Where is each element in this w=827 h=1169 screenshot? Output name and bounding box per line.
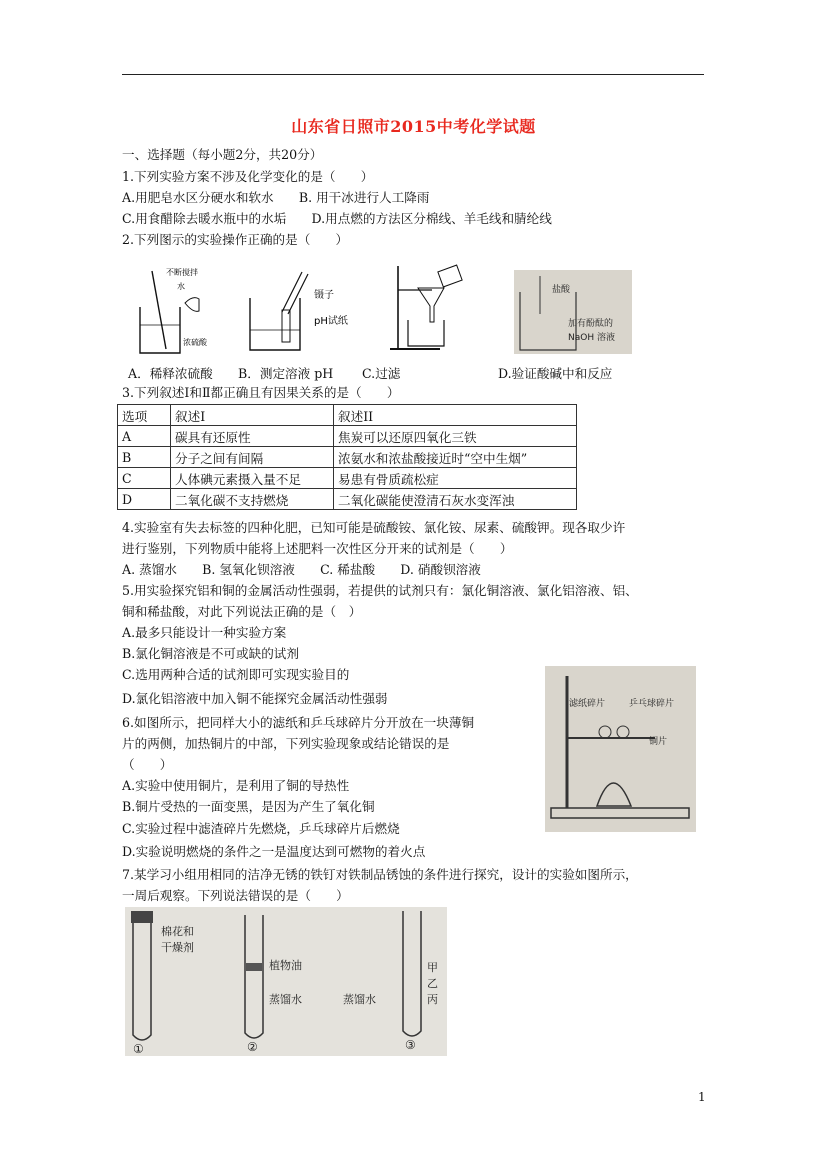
q5-option-c: C.选用两种合适的试剂即可实现实验目的 [122, 667, 350, 682]
fig-6-label-filter: 滤纸碎片 [569, 699, 606, 709]
fig-a-label-stir: 不断搅拌 [166, 268, 198, 277]
table-cell: 分子之间有间隔 [171, 447, 334, 468]
fig-7-label-yi: 乙 [427, 977, 438, 990]
table-cell: 焦炭可以还原四氧化三铁 [334, 426, 577, 447]
q1-options-ab: A.用肥皂水区分硬水和软水 B. 用干冰进行人工降雨 [122, 190, 430, 205]
figure-ph-test [238, 262, 373, 357]
fig-7-label-oil: 植物油 [269, 959, 302, 972]
fig-7-number-2: ② [247, 1040, 258, 1054]
fig-7-label-desiccant: 干燥剂 [161, 941, 194, 954]
q7-line-1: 7.某学习小组用相同的洁净无锈的铁钉对铁制品锈蚀的条件进行探究，设计的实验如图所示， [122, 867, 638, 882]
fig-7-label-jia: 甲 [427, 961, 438, 974]
page-title: 山东省日照市2015中考化学试题 [291, 117, 536, 136]
q5-line-2: 铜和稀盐酸，对此下列说法正确的是（ ） [122, 604, 362, 619]
fig-6-label-copper: 铜片 [649, 737, 668, 747]
q4-options: A. 蒸馏水 B. 氢氧化钡溶液 C. 稀盐酸 D. 硝酸钡溶液 [122, 562, 481, 577]
table-header: 选项 [118, 405, 171, 426]
q2-caption-c: C.过滤 [362, 366, 401, 381]
q2-caption-d: D.验证酸碱中和反应 [498, 366, 613, 381]
q6-line-1: 6.如图所示，把同样大小的滤纸和乒乓球碎片分开放在一块薄铜 [122, 715, 475, 730]
fig-7-label-water: 蒸馏水 [269, 993, 302, 1006]
q7-line-2: 一周后观察。下列说法错误的是（ ） [122, 888, 349, 903]
header-rule [122, 74, 704, 75]
q6-option-a: A.实验中使用铜片，是利用了铜的导热性 [122, 778, 350, 793]
q6-line-3: （ ） [122, 757, 173, 772]
q5-option-a: A.最多只能设计一种实验方案 [122, 625, 287, 640]
q6-option-d: D.实验说明燃烧的条件之一是温度达到可燃物的着火点 [122, 844, 426, 859]
figure-filtration [388, 262, 473, 357]
q6-line-2: 片的两侧，加热铜片的中部，下列实验现象或结论错误的是 [122, 736, 450, 751]
table-header-row [118, 405, 577, 426]
figure-combustion-photo [545, 666, 696, 832]
table-cell: 易患有骨质疏松症 [334, 468, 577, 489]
fig-7-number-3: ③ [405, 1038, 416, 1052]
q5-line-1: 5.用实验探究铝和铜的金属活动性强弱，若提供的试剂只有：氯化铜溶液、氯化铝溶液、铝、 [122, 583, 638, 598]
table-cell: D [118, 489, 171, 510]
section-heading: 一、选择题（每小题2分，共20分） [122, 147, 323, 162]
fig-d-label-acid: 盐酸 [552, 285, 571, 295]
fig-7-label-bing: 丙 [427, 993, 438, 1006]
fig-7-label-water-2: 蒸馏水 [343, 993, 376, 1006]
fig-a-label-water: 水 [177, 282, 185, 291]
q4-line-2: 进行鉴别，下列物质中能将上述肥料一次性区分开来的试剂是（ ） [122, 541, 513, 556]
table-cell: 人体碘元素摄入量不足 [171, 468, 334, 489]
figure-dilute-acid [130, 265, 220, 360]
fig-b-label-tweezers: 镊子 [314, 290, 334, 301]
fig-a-label-acid: 浓硫酸 [183, 338, 207, 347]
q6-option-c: C.实验过程中滤渣碎片先燃烧，乒乓球碎片后燃烧 [122, 821, 400, 836]
fig-6-label-pingpong: 乒乓球碎片 [629, 699, 675, 709]
table-cell: 二氧化碳不支持燃烧 [171, 489, 334, 510]
q2-stem: 2.下列图示的实验操作正确的是（ ） [122, 232, 349, 247]
q6-option-b: B.铜片受热的一面变黑，是因为产生了氧化铜 [122, 799, 375, 814]
q2-caption-b: B．测定溶液 pH [238, 366, 334, 381]
q5-option-b: B.氯化铜溶液是不可或缺的试剂 [122, 646, 299, 661]
table-header: 叙述Ⅰ [171, 405, 334, 426]
q2-caption-a: A．稀释浓硫酸 [128, 366, 213, 381]
q4-line-1: 4.实验室有失去标签的四种化肥，已知可能是硫酸铵、氯化铵、尿素、硫酸钾。现各取少许 [122, 520, 626, 535]
fig-d-label-naoh: NaOH 溶液 [568, 333, 615, 343]
q3-table [117, 404, 577, 510]
table-cell: 二氧化碳能使澄清石灰水变浑浊 [334, 489, 577, 510]
q1-options-cd: C.用食醋除去暖水瓶中的水垢 D.用点燃的方法区分棉线、羊毛线和腈纶线 [122, 211, 552, 226]
table-row [118, 489, 577, 510]
fig-7-number-1: ① [133, 1042, 144, 1056]
q3-stem: 3.下列叙述Ⅰ和Ⅱ都正确且有因果关系的是（ ） [122, 385, 400, 400]
table-row [118, 447, 577, 468]
page-number: 1 [698, 1090, 706, 1104]
fig-7-label-cotton: 棉花和 [161, 925, 194, 938]
q5-option-d: D.氯化铝溶液中加入铜不能探究金属活动性强弱 [122, 691, 388, 706]
table-cell: 碳具有还原性 [171, 426, 334, 447]
table-row [118, 468, 577, 489]
fig-d-label-phenol: 加有酚酞的 [568, 319, 614, 329]
table-row [118, 426, 577, 447]
table-header: 叙述ⅠⅠ [334, 405, 577, 426]
table-cell: A [118, 426, 171, 447]
q1-stem: 1.下列实验方案不涉及化学变化的是（ ） [122, 169, 374, 184]
figure-rust-test-photo [125, 907, 447, 1056]
table-cell: B [118, 447, 171, 468]
figure-neutralization-photo [514, 270, 632, 354]
table-cell: 浓氨水和浓盐酸接近时“空中生烟” [334, 447, 577, 468]
fig-b-label-ph-paper: pH试纸 [314, 316, 348, 327]
table-cell: C [118, 468, 171, 489]
